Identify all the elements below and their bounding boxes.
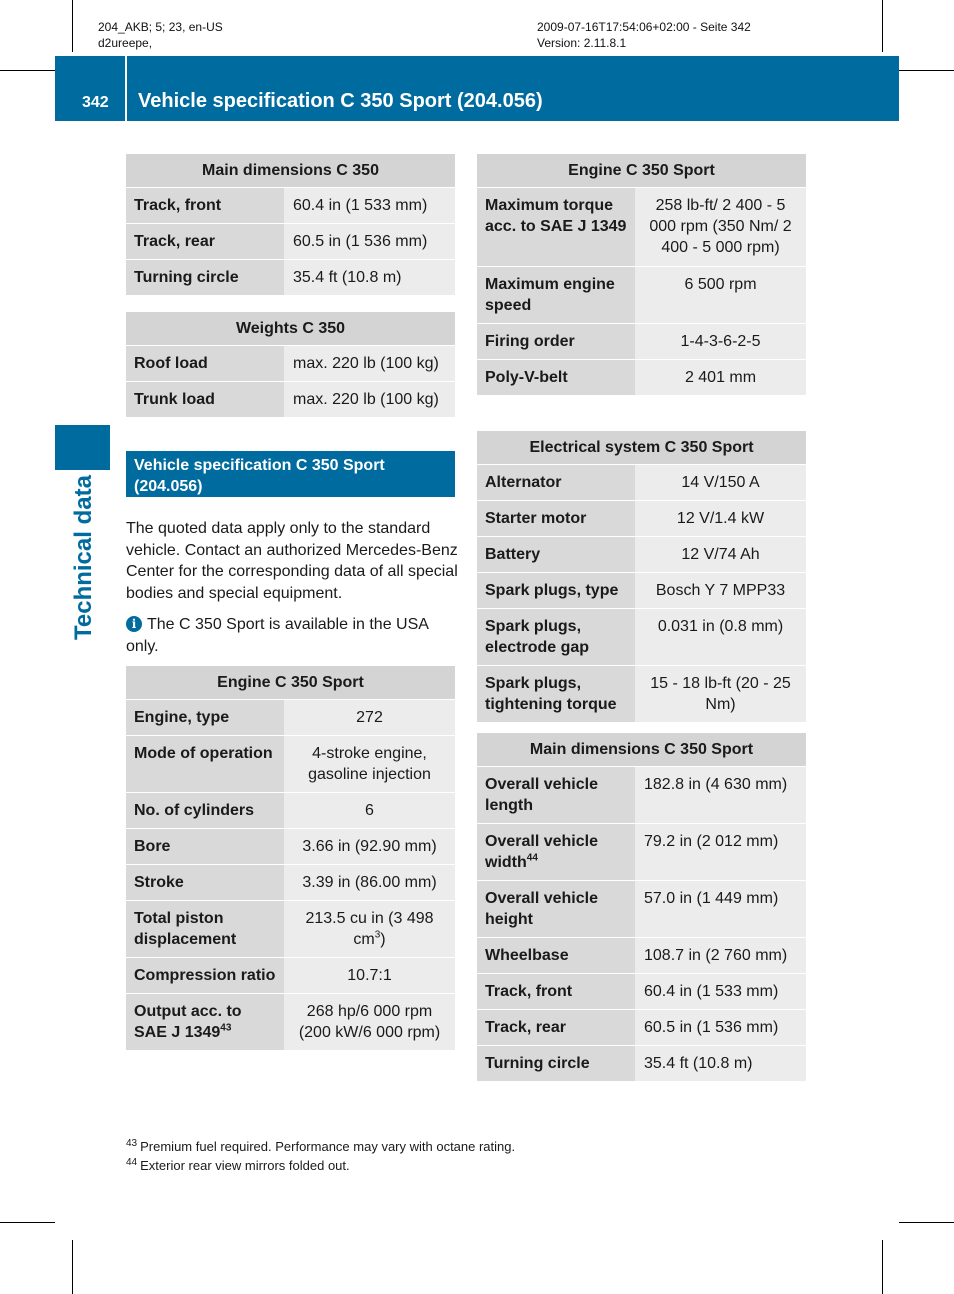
- table-row: [477, 501, 806, 537]
- row-value: 10.7:1: [284, 958, 455, 994]
- table-row: [126, 865, 455, 901]
- table-title: Engine C 350 Sport: [477, 154, 806, 188]
- meta-text: d2ureepe,: [98, 36, 153, 50]
- table-row: [126, 793, 455, 829]
- table-row: [126, 829, 455, 865]
- crop-mark: [882, 1240, 883, 1294]
- table-row: [477, 360, 806, 396]
- footnote: [126, 1139, 515, 1155]
- row-value: max. 220 lb (100 kg): [284, 382, 455, 418]
- table-title: Weights C 350: [126, 312, 455, 346]
- row-label: [126, 994, 284, 1051]
- section-heading: Vehicle specification C 350 Sport (204.056): [126, 451, 455, 497]
- table-row: [477, 974, 806, 1010]
- row-label: Track, front: [477, 974, 635, 1010]
- row-value: [284, 901, 455, 958]
- table-row: [126, 224, 455, 260]
- row-value: 12 V/1.4 kW: [635, 501, 806, 537]
- side-tab-label: Technical data: [70, 475, 97, 640]
- crop-mark: [72, 0, 73, 52]
- superscript: 3: [374, 929, 381, 941]
- table-row: [477, 573, 806, 609]
- header-divider: [125, 56, 127, 121]
- table-row: [126, 382, 455, 418]
- row-value: 4-stroke engine, gasoline injection: [284, 736, 455, 793]
- row-label: Compression ratio: [126, 958, 284, 994]
- table-row: [477, 1010, 806, 1046]
- table-title: Electrical system C 350 Sport: [477, 431, 806, 465]
- table-row: [126, 260, 455, 296]
- label-text: Overall vehicle width: [485, 833, 598, 871]
- row-label: Starter motor: [477, 501, 635, 537]
- footnote-text: Exterior rear view mirrors folded out.: [140, 1158, 350, 1173]
- row-label: Track, front: [126, 188, 284, 224]
- row-label: [477, 824, 635, 881]
- table-title: Main dimensions C 350 Sport: [477, 733, 806, 767]
- row-label: Battery: [477, 537, 635, 573]
- table-row: [126, 958, 455, 994]
- table-row: [477, 666, 806, 723]
- row-value: 1-4-3-6-2-5: [635, 324, 806, 360]
- table-row: [477, 324, 806, 360]
- crop-mark: [0, 70, 55, 71]
- table-row: [126, 736, 455, 793]
- meta-text: Version: 2.11.8.1: [537, 36, 627, 50]
- row-value: 60.5 in (1 536 mm): [284, 224, 455, 260]
- row-label: Spark plugs, tightening torque: [477, 666, 635, 723]
- footnote-number: 44: [126, 1156, 138, 1168]
- table-electrical-system: [477, 431, 806, 723]
- row-label: Firing order: [477, 324, 635, 360]
- table-row: [126, 901, 455, 958]
- row-value: 35.4 ft (10.8 m): [635, 1046, 806, 1082]
- crop-mark: [899, 1222, 954, 1223]
- footnote: [126, 1158, 350, 1174]
- table-row: [477, 537, 806, 573]
- table-row: [477, 938, 806, 974]
- table-engine-c350-sport: [126, 666, 455, 1051]
- row-value: 12 V/74 Ah: [635, 537, 806, 573]
- side-tab-marker: [55, 425, 110, 470]
- table-main-dimensions-c350-sport: [477, 733, 806, 1082]
- table-row: [126, 188, 455, 224]
- row-value: 15 - 18 lb-ft (20 - 25 Nm): [635, 666, 806, 723]
- page-title: Vehicle specification C 350 Sport (204.056): [138, 90, 543, 112]
- row-value: 2 401 mm: [635, 360, 806, 396]
- row-label: Overall vehicle height: [477, 881, 635, 938]
- crop-mark: [72, 1240, 73, 1294]
- table-title: Engine C 350 Sport: [126, 666, 455, 700]
- row-label: Alternator: [477, 465, 635, 501]
- row-label: Maximum engine speed: [477, 267, 635, 324]
- table-row: [477, 465, 806, 501]
- row-value: 3.39 in (86.00 mm): [284, 865, 455, 901]
- row-label: Maximum torque acc. to SAE J 1349: [477, 188, 635, 267]
- row-value: 60.4 in (1 533 mm): [635, 974, 806, 1010]
- row-label: Total piston displacement: [126, 901, 284, 958]
- print-meta-left: [98, 19, 223, 51]
- row-value: 57.0 in (1 449 mm): [635, 881, 806, 938]
- info-icon: i: [126, 616, 142, 632]
- table-row: [477, 188, 806, 267]
- row-label: Turning circle: [126, 260, 284, 296]
- table-row: [477, 881, 806, 938]
- row-value: 6: [284, 793, 455, 829]
- row-value: 268 hp/6 000 rpm (200 kW/6 000 rpm): [284, 994, 455, 1051]
- crop-mark: [0, 1222, 55, 1223]
- row-label: Engine, type: [126, 700, 284, 736]
- row-label: Bore: [126, 829, 284, 865]
- value-text: 213.5 cu in (3 498 cm: [305, 910, 434, 948]
- footnote-text: Premium fuel required. Performance may vary with octane rating.: [140, 1139, 516, 1154]
- page-number: 342: [82, 94, 109, 111]
- meta-text: 2009-07-16T17:54:06+02:00 - Seite 342: [537, 20, 751, 34]
- table-row: [126, 346, 455, 382]
- intro-text: The quoted data apply only to the standard vehicle. Contact an authorized Mercedes-Benz Center for the corresponding data of all special bodies and special equipment.: [126, 520, 458, 602]
- row-label: Poly-V-belt: [477, 360, 635, 396]
- table-row: [126, 700, 455, 736]
- row-value: 60.5 in (1 536 mm): [635, 1010, 806, 1046]
- meta-text: 204_AKB; 5; 23, en-US: [98, 20, 223, 34]
- row-label: Roof load: [126, 346, 284, 382]
- row-label: Overall vehicle length: [477, 767, 635, 824]
- row-value: 182.8 in (4 630 mm): [635, 767, 806, 824]
- row-label: Stroke: [126, 865, 284, 901]
- footnote-ref: 43: [220, 1022, 232, 1034]
- row-label: No. of cylinders: [126, 793, 284, 829]
- value-text: ): [380, 931, 386, 948]
- row-label: Trunk load: [126, 382, 284, 418]
- table-row: [477, 267, 806, 324]
- table-row: [477, 609, 806, 666]
- crop-mark: [882, 0, 883, 52]
- table-row: [477, 824, 806, 881]
- info-note: [126, 614, 458, 657]
- row-label: Spark plugs, type: [477, 573, 635, 609]
- crop-mark: [899, 70, 954, 71]
- row-label: Track, rear: [126, 224, 284, 260]
- row-value: 79.2 in (2 012 mm): [635, 824, 806, 881]
- print-meta-right: [537, 19, 751, 51]
- row-value: 108.7 in (2 760 mm): [635, 938, 806, 974]
- row-value: max. 220 lb (100 kg): [284, 346, 455, 382]
- row-value: 258 lb-ft/ 2 400 - 5 000 rpm (350 Nm/ 2 400 - 5 000 rpm): [635, 188, 806, 267]
- table-title: Main dimensions C 350: [126, 154, 455, 188]
- footnote-ref: 44: [526, 852, 538, 864]
- row-value: 35.4 ft (10.8 m): [284, 260, 455, 296]
- row-value: Bosch Y 7 MPP33: [635, 573, 806, 609]
- table-row: [477, 1046, 806, 1082]
- footnote-number: 43: [126, 1137, 138, 1149]
- note-text: The C 350 Sport is available in the USA only.: [126, 616, 429, 655]
- table-row: [126, 994, 455, 1051]
- row-value: 272: [284, 700, 455, 736]
- row-label: Turning circle: [477, 1046, 635, 1082]
- table-main-dimensions-c350: [126, 154, 455, 296]
- table-weights-c350: [126, 312, 455, 418]
- row-label: Mode of operation: [126, 736, 284, 793]
- row-value: 0.031 in (0.8 mm): [635, 609, 806, 666]
- row-value: 60.4 in (1 533 mm): [284, 188, 455, 224]
- table-engine-c350-sport-cont: [477, 154, 806, 396]
- row-value: 6 500 rpm: [635, 267, 806, 324]
- row-label: Track, rear: [477, 1010, 635, 1046]
- row-label: Wheelbase: [477, 938, 635, 974]
- label-text: Output acc. to SAE J 1349: [134, 1003, 242, 1041]
- table-row: [477, 767, 806, 824]
- row-value: 3.66 in (92.90 mm): [284, 829, 455, 865]
- row-label: Spark plugs, electrode gap: [477, 609, 635, 666]
- row-value: 14 V/150 A: [635, 465, 806, 501]
